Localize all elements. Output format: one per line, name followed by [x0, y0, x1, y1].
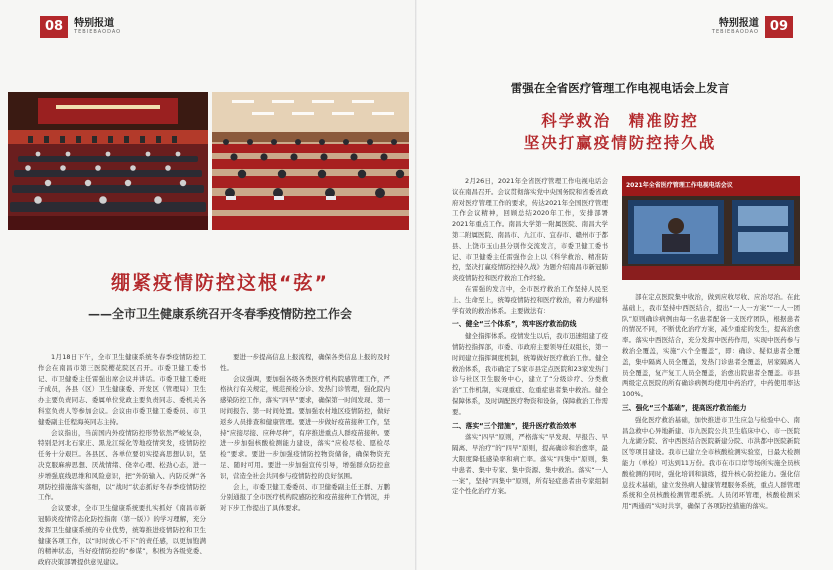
paragraph: 2月26日，2021年全省医疗管理工作电视电话会议在南昌召开。会议贯彻落实党中央国务院和省委省政府对医疗管理工作的要求，传达2021年全国医疗管理工作会议精神，回顾总结2020年工作，安排部署2021年重点工作。南昌大学第一附属医院、南昌大学第二附属医院、南昌市、九江市、宜春市、赣州市于都县、上饶市玉山县分别作交流发言，市委卫健工委书记、市卫健委主任雷强作会上以《科学救治、精准防控，坚决打赢疫情防控持久战》为题介绍南昌市新冠肺炎疫情防控和医疗救治工作经验。 [452, 177, 608, 283]
left-page [0, 0, 416, 570]
section-label [712, 18, 759, 36]
section-label [74, 18, 121, 36]
article-title: 绷紧疫情防控这根“弦” [111, 272, 329, 294]
section-en: TEBIEBAODAO [711, 29, 759, 35]
article-subtitle: ——全市卫生健康系统召开冬春季疫情防控工作会 [87, 307, 352, 321]
paragraph: 在雷强的发言中，全市医疗救治工作坚持人民至上、生命至上，统筹疫情防控和医疗救治，着力构建科学有效的救治体系。主要做法有： [452, 284, 608, 315]
right-intro-column [452, 176, 608, 497]
section-en: TEBIEBAODAO [74, 29, 122, 35]
left-column-2 [220, 352, 390, 514]
page-number: 08 [40, 16, 68, 38]
meeting-stage-photo [8, 92, 208, 230]
section-heading: 一、健全“三个体系”，筑牢医疗救治防线 [452, 320, 577, 329]
meeting-audience-photo [212, 92, 409, 230]
paragraph: 会议指出，当前国内外疫情防控形势依然严峻复杂，特别是河北石家庄、黑龙江绥化等地疫情突发，疫情防控任务十分艰巨。各县区、各单位要切实提高思想认识，坚决克服麻痹思想、厌战情绪、侥幸心理、松劲心态，进一步增强底线思维和风险意识，把“外防输入、内防反弹”各项防控措施落实落细，以“战时”状态抓好冬春季疫情防控工作。 [38, 428, 206, 502]
paragraph: 会议要求，全市卫生健康系统要扎实抓好《南昌市新冠肺炎疫情常态化防控指南（第一版）》的学习理解，充分发挥卫生健康系统的专业优势，统筹推进疫情防控和卫生健康各项工作，以“时时放心不下”的责任感，以更加饱满的精神状态，当好疫情防控的“参谋”，积极为各级党委、政府决策部署提供意见建议。 [38, 504, 206, 567]
right-column-2 [622, 292, 800, 512]
video-conference-photo [622, 176, 800, 280]
right-header [440, 80, 800, 154]
paragraph: 要进一步提高信息上报流程，确保各类信息上报的及时性。 [220, 353, 390, 372]
section-title: 特别报道 [74, 18, 115, 29]
article-kicker: 雷强在全省医疗管理工作电视电话会上发言 [510, 81, 730, 95]
paragraph: 会上，市委卫健工委委员、市卫健委副主任王群、万鹏分别通报了全市医疗机构院感防控和疫苗接种工作情况，并对下步工作提出了具体要求。 [220, 482, 390, 513]
left-title-block [40, 268, 400, 322]
paragraph: 部在定点医院集中收治，做到应收尽收、应治尽治。在此基础上，我市坚持中西医结合，提出“一人一方案”“一人一团队”原则确诊病例由每一名患者配备一支医疗团队，根据患者的情况不同，不断优化治疗方案，减少重症的发生，提高治愈率。落实中西医结合，充分发挥中医药作用，实现中医药参与救治全覆盖，实施“六个全覆盖”，即：确诊、疑似患者全覆盖，集中隔离人员全覆盖，发热门诊患者全覆盖，居家隔离人员全覆盖，复产复工人员全覆盖，治愈出院患者全覆盖。市县两级定点医院的所有确诊病例均使用中药治疗，中药使用率达100%。 [622, 293, 800, 399]
article-title-line-2: 坚决打赢疫情防控持久战 [523, 134, 717, 152]
photo-caption: 2021年全省医疗管理工作电视电话会议 [626, 182, 733, 189]
paragraph: 落实“四早”原则，严格落实“早发现、早报告、早隔离、早治疗”的“四早”原则，提高确诊和治愈率，最大限度降低感染率和病亡率。落实“四集中”原则，集中患者、集中专家、集中资源、集中救治。落实“一人一案”，坚持“四集中”原则，所有轻症患者由专家组制定个性化治疗方案。 [452, 433, 608, 496]
section-heading: 三、强化“三个基础”，提高医疗救治能力 [622, 403, 747, 412]
section-title: 特别报道 [718, 18, 759, 29]
left-folio [40, 16, 127, 38]
right-folio [706, 16, 793, 38]
left-column-1 [38, 352, 206, 567]
paragraph: 强化医疗救治基础，加快推进市卫生应急与检验中心、南昌急救中心异地新建、市九医院公共卫生临床中心、市一医院九龙湖分院、省中西医结合医院新建分院、市洪都中医院新院区等项目建设。我市已建立全市核酸检测实验室，日最大检测能力（单检）可达到11万份。我市在市口岸等场所实施全员核酸检测的同时，强化培训和演练，提升核心防控能力。强化信息技术基础，建立发热病人健康管理服务系统，重点人群管理系统和全员核酸检测管理系统。人员闭环管理，核酸检测采用“两通码”实时共享，确保了各项防控措施的落实。 [622, 415, 800, 511]
article-title-line-1: 科学救治 精准防控 [541, 112, 699, 130]
paragraph: 会议强调，要加强各级各类医疗机构院感管理工作，严格执行有关规定，规范预检分诊、发热门诊管理，强化院内感染防控工作，落实“四早”要求，确保第一时间发现、第一时间报告、第一时间处置。要加强农村地区疫情防控，做好返乡人员排查和健康管理。要进一步做好疫苗接种工作，坚持“应接尽接、应种尽种”，有序推进重点人群疫苗接种。要进一步加强核酸检测能力建设，落实“应检尽检、愿检尽检”要求。要进一步加强疫情防控物资储备，确保物资充足、随时可用。要进一步加强宣传引导，增强群众防控意识，营造全社会共同参与疫情防控的良好氛围。 [220, 374, 390, 480]
paragraph: 1月18日下午，全市卫生健康系统冬春季疫情防控工作会在南昌市第三医院樱花院区召开。市委卫健工委书记、市卫健委主任雷强出席会议并讲话。市委卫健工委班子成员，各县（区）卫生健康委、开发区（管理局）卫生办主要负责同志、委属单位党政主要负责同志、委机关各科室负责人等参加会议。会议由市委卫健工委委员、市卫健委副主任程海英同志主持。 [38, 353, 206, 426]
section-heading: 二、落实“三个措施”，提升医疗救治效率 [452, 421, 577, 430]
paragraph: 健全指挥体系。疫情发生以后，我市迅速组建了疫情防控指挥部，市委、市政府主要领导任双组长，第一时间建立指挥调度机制，统筹做好医疗救治工作。健全救治体系，我市确定了5家市县定点医院和23家发热门诊与社区卫生服务中心，建立了“分级诊疗、分类救治”工作机制，实现重症、危重症患者集中救治。健全保障体系，及时调配医疗物资和设备，保障救治工作需要。 [452, 332, 608, 416]
page-number: 09 [765, 16, 793, 38]
